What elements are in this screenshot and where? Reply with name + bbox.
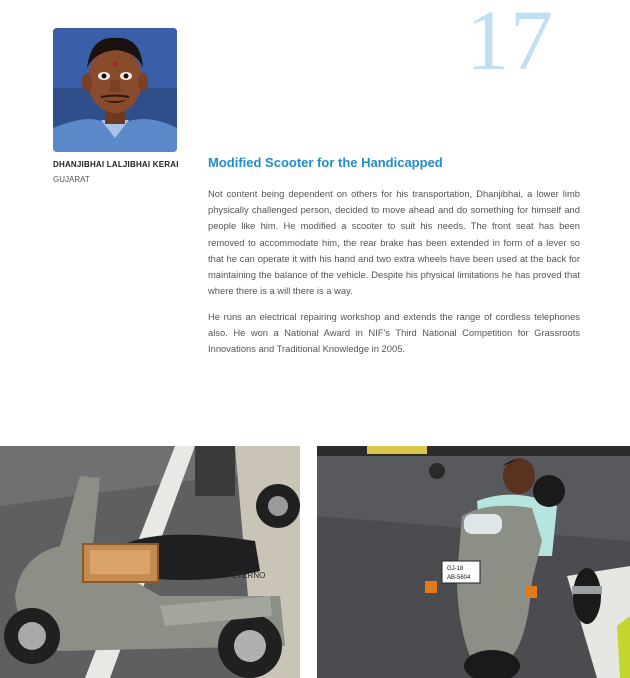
person-name: DHANJIBHAI LALJIBHAI KERAI — [53, 160, 179, 169]
article-paragraph: He runs an electrical repairing workshop and extends the range of cordless telephones also. He won a National Award in NIF's Third National Competition for Grassroots Innovations and Traditional Knowledge in 2005. — [208, 311, 580, 355]
scooter-brand-text: ETERNO — [232, 571, 266, 580]
portrait-photo — [53, 28, 177, 152]
license-plate-line1: GJ-18 — [447, 566, 464, 572]
scooter-photo-left — [0, 446, 300, 678]
scooter-photo-right — [317, 446, 630, 678]
article-paragraph: Not content being dependent on others for his transportation, Dhanjibhai, a lower limb physically challenged person, decided to move ahead and do something for himself and people like him. He modified a scooter to suit his needs. The front seat has been removed to accommodate him, the rear brake has been extended in form of a lever so that he can operate it with his hand and two extra wheels have been used at the back for maintaining the balance of the vehicle. Despite his physical limitations he has proved that where there is a will there is a way. — [208, 188, 580, 297]
article-title: Modified Scooter for the Handicapped — [208, 155, 443, 170]
person-location: GUJARAT — [53, 175, 90, 184]
license-plate-line2: AB-5604 — [447, 575, 471, 581]
page-number: 17 — [466, 0, 554, 88]
